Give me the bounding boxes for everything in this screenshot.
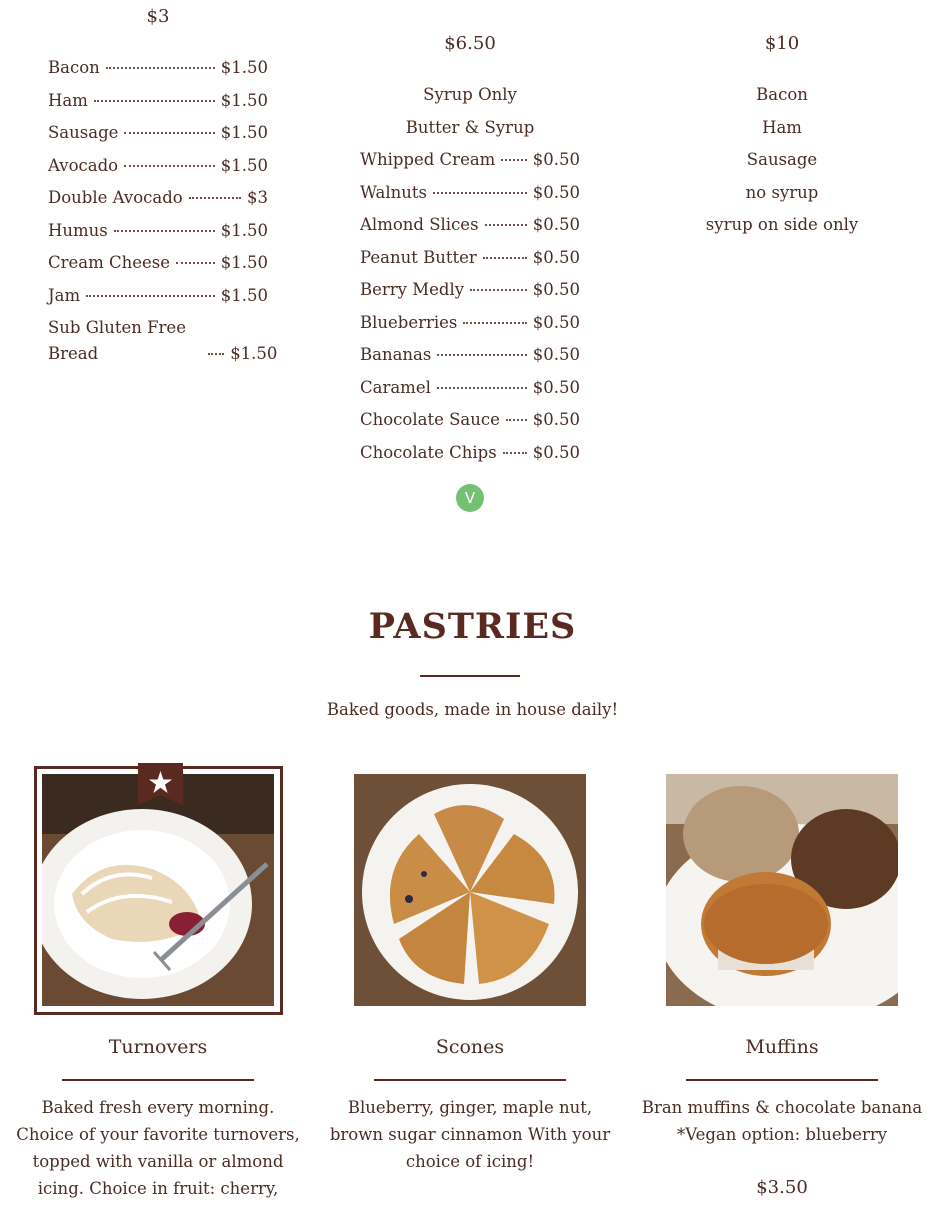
addon-price: $0.50 <box>532 280 580 299</box>
option-label: syrup on side only <box>705 215 859 234</box>
addon-price: $1.50 <box>220 123 268 142</box>
item-price: $10 <box>764 33 800 54</box>
pastry-divider <box>374 1079 566 1081</box>
addon-name-line: Sub Gluten Free <box>48 318 186 337</box>
option-label: Ham <box>762 118 802 137</box>
star-icon <box>138 763 183 805</box>
option-label: no syrup <box>745 183 819 202</box>
dot-leader <box>94 100 215 102</box>
addon-price: $0.50 <box>532 215 580 234</box>
pastry-desc-line: choice of icing! <box>405 1152 535 1171</box>
pastry-desc-line: icing. Choice in fruit: cherry, <box>37 1179 279 1198</box>
pastry-desc-line: Bran muffins & chocolate banana <box>641 1098 923 1117</box>
addon-row <box>48 253 268 272</box>
addon-price: $1.50 <box>220 221 268 240</box>
dot-leader <box>506 419 527 421</box>
dot-leader <box>501 159 526 161</box>
chevron-down-icon[interactable]: V <box>456 484 484 512</box>
addon-price: $1.50 <box>220 286 268 305</box>
addon-row <box>360 345 580 364</box>
addon-price: $3 <box>247 188 268 207</box>
muffins-image[interactable] <box>666 774 898 1006</box>
addon-name: Avocado <box>48 156 119 175</box>
addon-name: Berry Medly <box>360 280 465 299</box>
addons-column-1 <box>48 0 278 380</box>
addon-name: Blueberries <box>360 313 458 332</box>
addon-name: Cream Cheese <box>48 253 171 272</box>
addon-row <box>48 58 268 77</box>
addon-name: Bacon <box>48 58 100 77</box>
addon-name: Caramel <box>360 378 431 397</box>
pastry-desc-line: Blueberry, ginger, maple nut, <box>347 1098 593 1117</box>
addon-row <box>360 378 580 397</box>
addon-price: $1.50 <box>220 58 268 77</box>
addon-row <box>48 286 268 305</box>
pastry-divider <box>62 1079 254 1081</box>
option-label: Bacon <box>756 85 808 104</box>
dot-leader <box>437 387 527 389</box>
title-divider <box>420 675 520 677</box>
dot-leader <box>124 165 215 167</box>
addon-row <box>360 443 580 462</box>
option-label: Butter & Syrup <box>405 118 535 137</box>
addon-row <box>48 221 268 240</box>
addon-row <box>48 156 268 175</box>
pastry-desc-line: topped with vanilla or almond <box>32 1152 284 1171</box>
addon-row <box>360 248 580 267</box>
turnovers-image[interactable] <box>42 774 274 1006</box>
item-price: $6.50 <box>444 33 496 54</box>
addon-row <box>48 91 268 110</box>
pastry-price: $3.50 <box>756 1177 808 1198</box>
addon-name: Whipped Cream <box>360 150 496 169</box>
addon-name: Chocolate Sauce <box>360 410 500 429</box>
dot-leader <box>503 452 527 454</box>
pastry-desc-line: Baked fresh every morning. <box>41 1098 275 1117</box>
addon-name: Chocolate Chips <box>360 443 497 462</box>
item-price: $3 <box>146 6 170 27</box>
pastry-name[interactable]: Turnovers <box>108 1036 208 1058</box>
addon-price: $0.50 <box>532 378 580 397</box>
addon-row <box>360 215 580 234</box>
addon-row <box>360 280 580 299</box>
addon-price: $1.50 <box>220 91 268 110</box>
addon-name: Jam <box>48 286 81 305</box>
dot-leader <box>437 354 526 356</box>
dot-leader <box>485 224 527 226</box>
pastry-desc-line: Choice of your favorite turnovers, <box>16 1125 300 1144</box>
option-label: Sausage <box>746 150 818 169</box>
addon-price: $0.50 <box>532 313 580 332</box>
dot-leader <box>483 257 527 259</box>
addon-row <box>360 410 580 429</box>
addon-name: Double Avocado <box>48 188 183 207</box>
addon-name: Walnuts <box>360 183 427 202</box>
addon-row <box>48 188 268 207</box>
addon-row <box>48 123 268 142</box>
dot-leader <box>463 322 526 324</box>
addon-row <box>48 344 278 363</box>
scones-image[interactable] <box>354 774 586 1006</box>
dot-leader <box>86 295 215 297</box>
pastry-desc-line: brown sugar cinnamon With your <box>329 1125 611 1144</box>
addon-price: $0.50 <box>532 183 580 202</box>
dot-leader <box>208 353 224 355</box>
addon-price: $0.50 <box>532 248 580 267</box>
pastry-name[interactable]: Muffins <box>745 1036 819 1058</box>
options-column-3 <box>672 0 892 260</box>
dot-leader <box>124 132 214 134</box>
dot-leader <box>106 67 215 69</box>
addon-name: Sausage <box>48 123 119 142</box>
pastry-name[interactable]: Scones <box>435 1036 505 1058</box>
addon-price: $0.50 <box>532 410 580 429</box>
addon-name: Almond Slices <box>360 215 479 234</box>
addon-name: Humus <box>48 221 108 240</box>
addon-row <box>360 183 580 202</box>
option-label: Syrup Only <box>423 85 517 104</box>
addon-name: Ham <box>48 91 88 110</box>
addon-price: $1.50 <box>220 253 268 272</box>
dot-leader <box>176 262 215 264</box>
addon-row <box>360 150 580 169</box>
section-subtitle: Baked goods, made in house daily! <box>326 700 619 719</box>
addons-column-2 <box>360 0 580 520</box>
addon-price: $0.50 <box>532 150 580 169</box>
addon-price: $0.50 <box>532 345 580 364</box>
addon-row <box>360 313 580 332</box>
dot-leader <box>114 230 215 232</box>
dot-leader <box>433 192 527 194</box>
addon-name: Peanut Butter <box>360 248 477 267</box>
addon-name: Bread <box>48 344 99 363</box>
dot-leader <box>470 289 527 291</box>
addon-price: $1.50 <box>220 156 268 175</box>
pastry-desc-line: *Vegan option: blueberry <box>676 1125 888 1144</box>
dot-leader <box>189 197 241 199</box>
section-title: PASTRIES <box>368 606 577 647</box>
addon-price: $1.50 <box>230 344 278 363</box>
addon-name: Bananas <box>360 345 432 364</box>
pastry-divider <box>686 1079 878 1081</box>
addon-price: $0.50 <box>532 443 580 462</box>
